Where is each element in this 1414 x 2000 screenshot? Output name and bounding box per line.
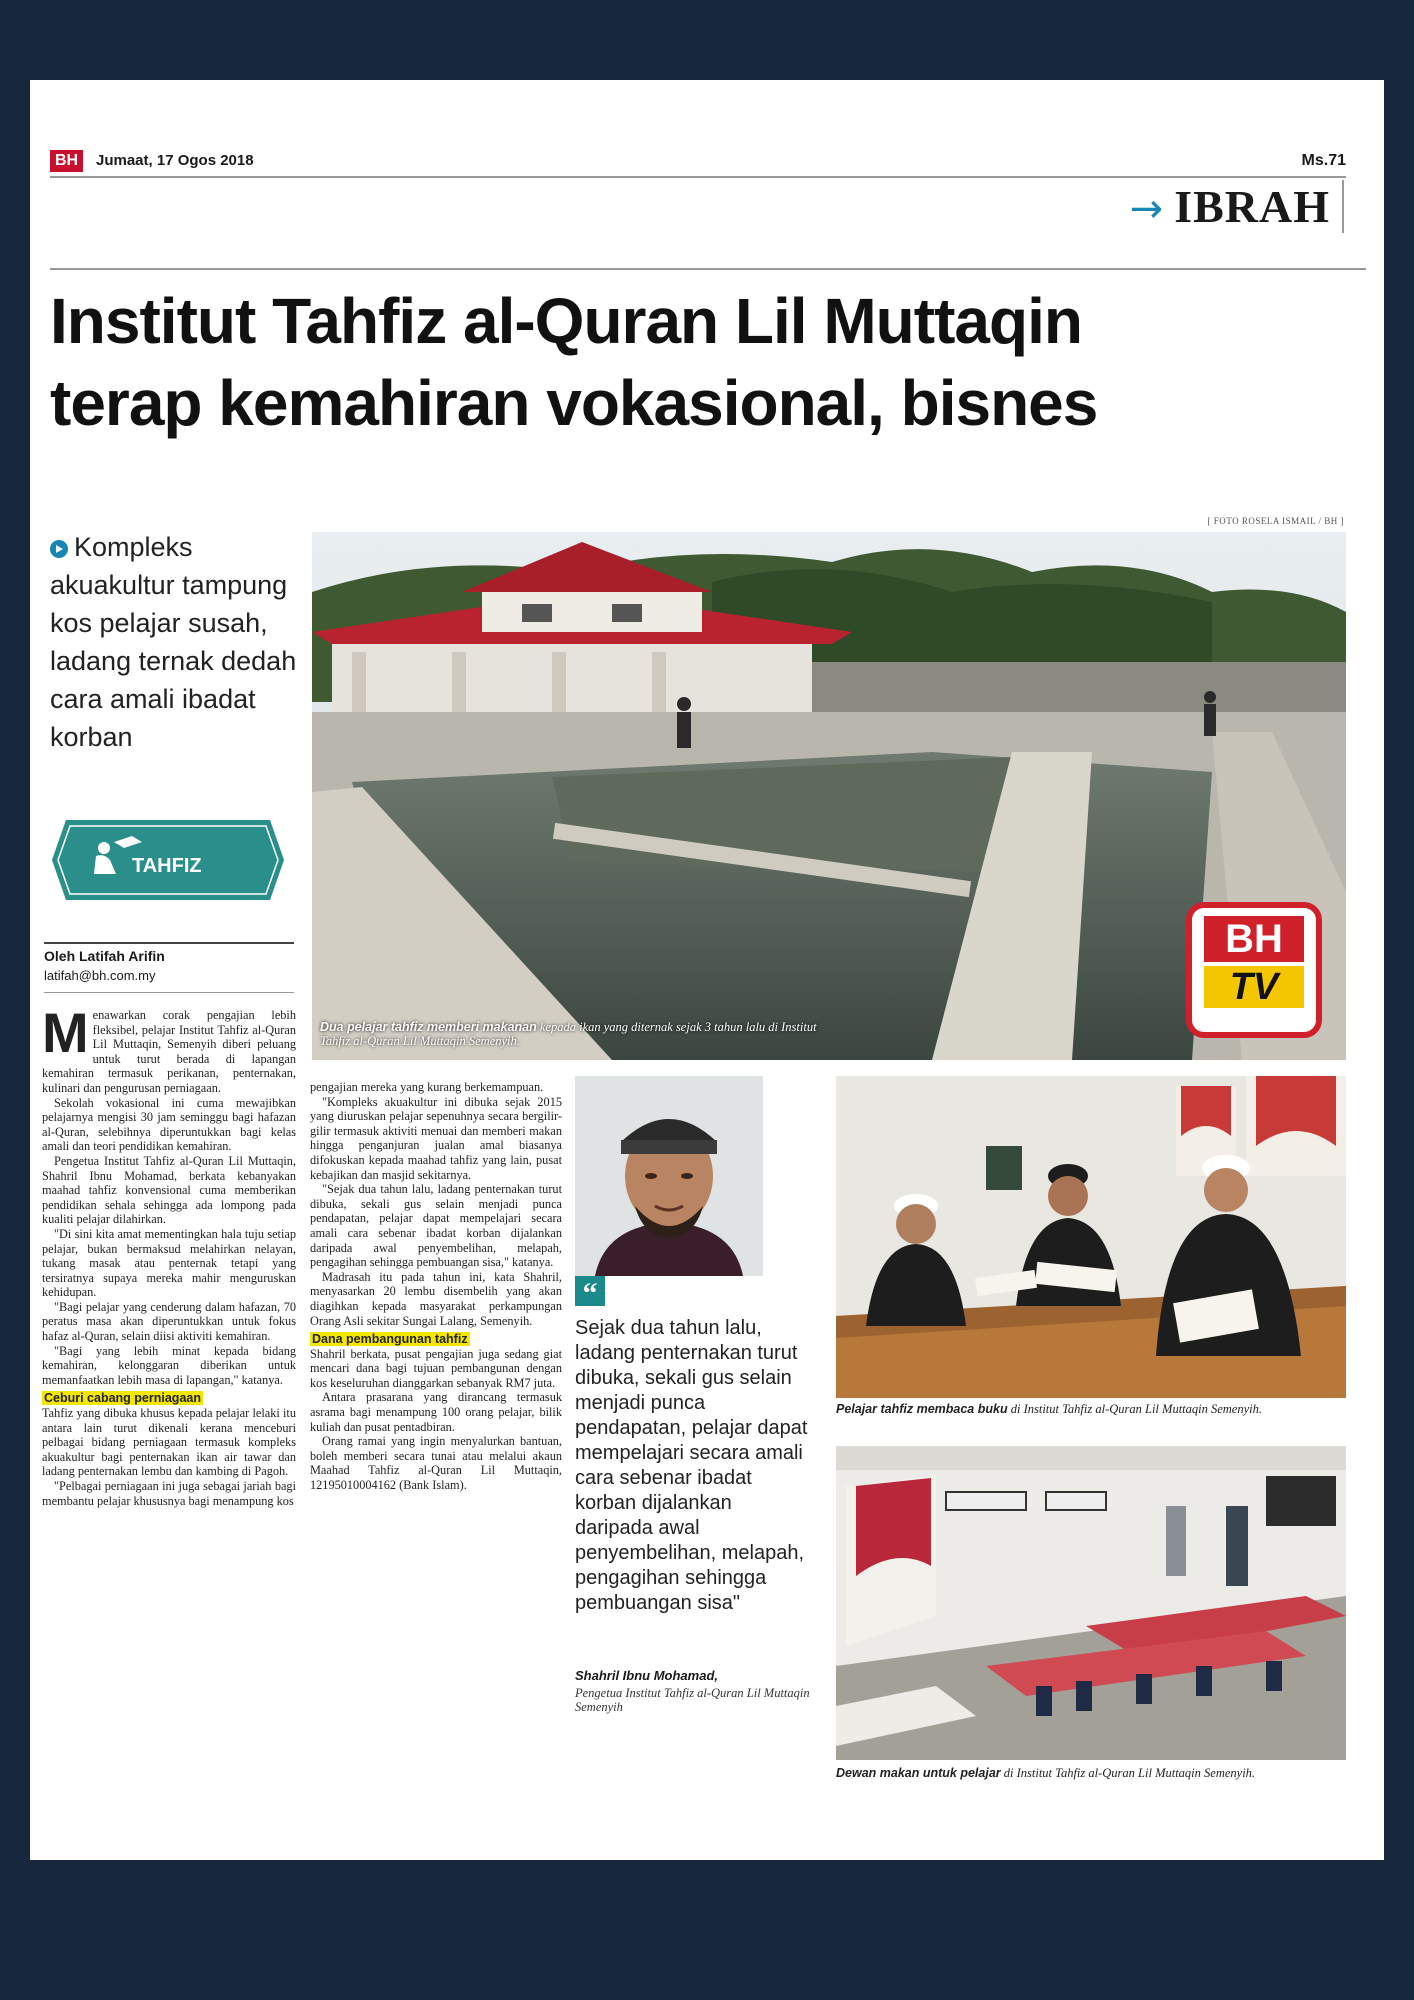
paragraph: enawarkan corak pengajian lebih fleksibel, pelajar Institut Tahfiz al-Quran Lil Muttaqin, Semenyih diberi peluang untuk turut berada di lapangan kemahiran termasuk perikanan, penternakan, kulinari dan pengurusan perniagaan. [42,1008,296,1095]
caption-rest: kepada ikan yang diternak sejak 3 tahun lalu di Institut Tahfiz al-Quran Lil Muttaqin Semenyih. [320,1020,817,1048]
paragraph: pengajian mereka yang kurang berkemampuan. [310,1080,544,1094]
page-header [50,150,1346,178]
header-divider [50,268,1366,270]
paragraph: "Di sini kita amat mementingkan hala tuju setiap pelajar, bukan bermaksud melahirkan nelayan, tukang masak atau penternak tetapi yang tersiratnya supaya mereka mahir menguruskan kehidupan. [42,1226,296,1300]
caption-rest: di Institut Tahfiz al-Quran Lil Muttaqin Semenyih. [1000,1766,1256,1780]
bh-logo: BH [50,150,83,172]
quote-attribution-role: Pengetua Institut Tahfiz al-Quran Lil Muttaqin Semenyih [575,1686,810,1714]
bullet-arrow-icon [50,540,68,558]
photo-credit: [ FOTO ROSELA ISMAIL / BH ] [1207,516,1344,526]
dropcap: M [42,1001,89,1064]
paragraph: "Pelbagai perniagaan ini juga sebagai jariah bagi membantu pelajar khususnya bagi menampung kos [42,1479,296,1508]
caption-bold: Dua pelajar tahfiz memberi makanan [320,1020,537,1034]
headline [50,280,1350,444]
caption-bold: Pelajar tahfiz membaca buku [836,1402,1008,1416]
subheading: Dana pembangunan tahfiz [312,1332,468,1347]
section-label [1130,180,1344,233]
tahfiz-badge [52,820,284,900]
paragraph: "Bagi yang lebih minat kepada bidang kemahiran, kelonggaran diberikan untuk memanfaatkan lebih masa di lapangan," katanya. [42,1343,296,1387]
paragraph: Sekolah vokasional ini cuma mewajibkan pelajarnya mengisi 30 jam seminggu bagi hafazan al-Quran, selebihnya diperuntukkan bagi kelas amali dan teori pendidikan kemahiran. [42,1095,296,1154]
subheading: Ceburi cabang perniagaan [44,1391,201,1406]
photo-dining-hall [836,1446,1346,1760]
byline-rule-bottom [44,992,294,993]
byline-author: Oleh Latifah Arifin [44,948,165,964]
quote-attribution-name: Shahril Ibnu Mohamad, [575,1668,719,1683]
tahfiz-badge-label: TAHFIZ [132,855,202,877]
paragraph: Shahril berkata, pusat pengajian juga sedang giat mencari dana bagi tujuan pembangunan dengan kos keseluruhan dianggarkan sebanyak RM7 juta. [310,1346,562,1390]
portrait-photo [575,1076,763,1276]
paragraph: "Bagi pelajar yang cenderung dalam hafazan, 70 peratus masa akan diperuntukkan untuk fokus hafaz al-Quran, selain diisi aktiviti kemahiran. [42,1299,296,1344]
headline-line-2: terap kemahiran vokasional, bisnes [50,367,1098,439]
caption-rest: di Institut Tahfiz al-Quran Lil Muttaqin Semenyih. [1007,1402,1263,1416]
paragraph: "Kompleks akuakultur ini dibuka sejak 2015 yang diuruskan pelajar sepenuhnya secara bergilir-gilir termasuk aktiviti menuai dan memberi makan hingga penganjuran jualan amal biasanya difokuskan kepada maahad tahfiz yang lain, pusat kebajikan dan masjid sekitarnya. [310,1094,562,1182]
caption-bold: Dewan makan untuk pelajar [836,1766,1001,1780]
photo2-caption [836,1402,1348,1416]
quote-mark-icon: “ [575,1276,605,1306]
bhtv-logo[interactable] [1186,902,1322,1038]
byline-email[interactable]: latifah@bh.com.my [44,968,156,983]
page-number: Ms.71 [1301,152,1346,169]
main-photo-caption [320,1020,840,1048]
paragraph: Pengetua Institut Tahfiz al-Quran Lil Muttaqin, Shahril Ibnu Mohamad, berkata kebanyakan maahad tahfiz konvensional cuma memberikan pendidikan sehala sehingga ada lompong pada kualiti pelajar dilahirkan. [42,1153,296,1227]
teaser-text: Kompleks akuakultur tampung kos pelajar susah, ladang ternak dedah cara amali ibadat korban [50,532,297,752]
newspaper-page [30,80,1384,1860]
student-figure-1 [677,697,691,748]
article-column-2 [310,1080,562,1493]
teaser [50,528,300,756]
paragraph: Antara prasarana yang dirancang termasuk asrama bagi menampung 100 orang pelajar, bilik kuliah dan pusat pentadbiran. [310,1390,562,1434]
section-name: IBRAH [1174,181,1330,232]
bhtv-logo-top: BH [1204,916,1304,962]
pull-quote: Sejak dua tahun lalu, ladang penternakan turut dibuka, sekali gus selain menjadi punca pendapatan, pelajar dapat mempelajari secara amali cara sebenar ibadat korban dijalankan daripada awal penyembelihan, melapah, pengagihan sehingga pembuangan sisa" [575,1317,808,1614]
bhtv-logo-bottom: TV [1204,966,1304,1008]
arrow-right-icon: → [1129,186,1165,232]
byline-rule [44,942,294,944]
issue-date: Jumaat, 17 Ogos 2018 [96,152,254,169]
paragraph: "Sejak dua tahun lalu, ladang penternakan turut dibuka, sekali gus selain menjadi punca pendapatan, pelajar dapat mempelajari secara amali cara sebenar ibadat korban dijalankan daripada awal penyembelihan, melapah, pengagihan sehingga pembuangan sisa," katanya. [310,1182,562,1270]
paragraph: Orang ramai yang ingin menyalurkan bantuan, boleh memberi secara tunai atau melalui akaun Maahad Tahfiz al-Quran Lil Muttaqin, 12195010004162 (Bank Islam). [310,1434,562,1493]
photo3-caption [836,1766,1348,1780]
photo-students-reading [836,1076,1346,1398]
paragraph: Madrasah itu pada tahun ini, kata Shahril, menyasarkan 20 lembu disembelih yang akan diagihkan kepada masyarakat perkampungan Orang Asli sekitar Sungai Lalang, Semenyih. [310,1269,562,1328]
paragraph: Tahfiz yang dibuka khusus kepada pelajar lelaki itu antara lain turut dikenali kerana menceburi pelbagai bidang perniagaan termasuk kompleks akuakultur bagi penternakan ikan air tawar dan ladang penternakan lembu dan kambing di Pagoh. [42,1406,296,1479]
student-figure-2 [1204,691,1216,736]
article-column-1 [42,1001,296,1508]
headline-line-1: Institut Tahfiz al-Quran Lil Muttaqin [50,285,1082,357]
